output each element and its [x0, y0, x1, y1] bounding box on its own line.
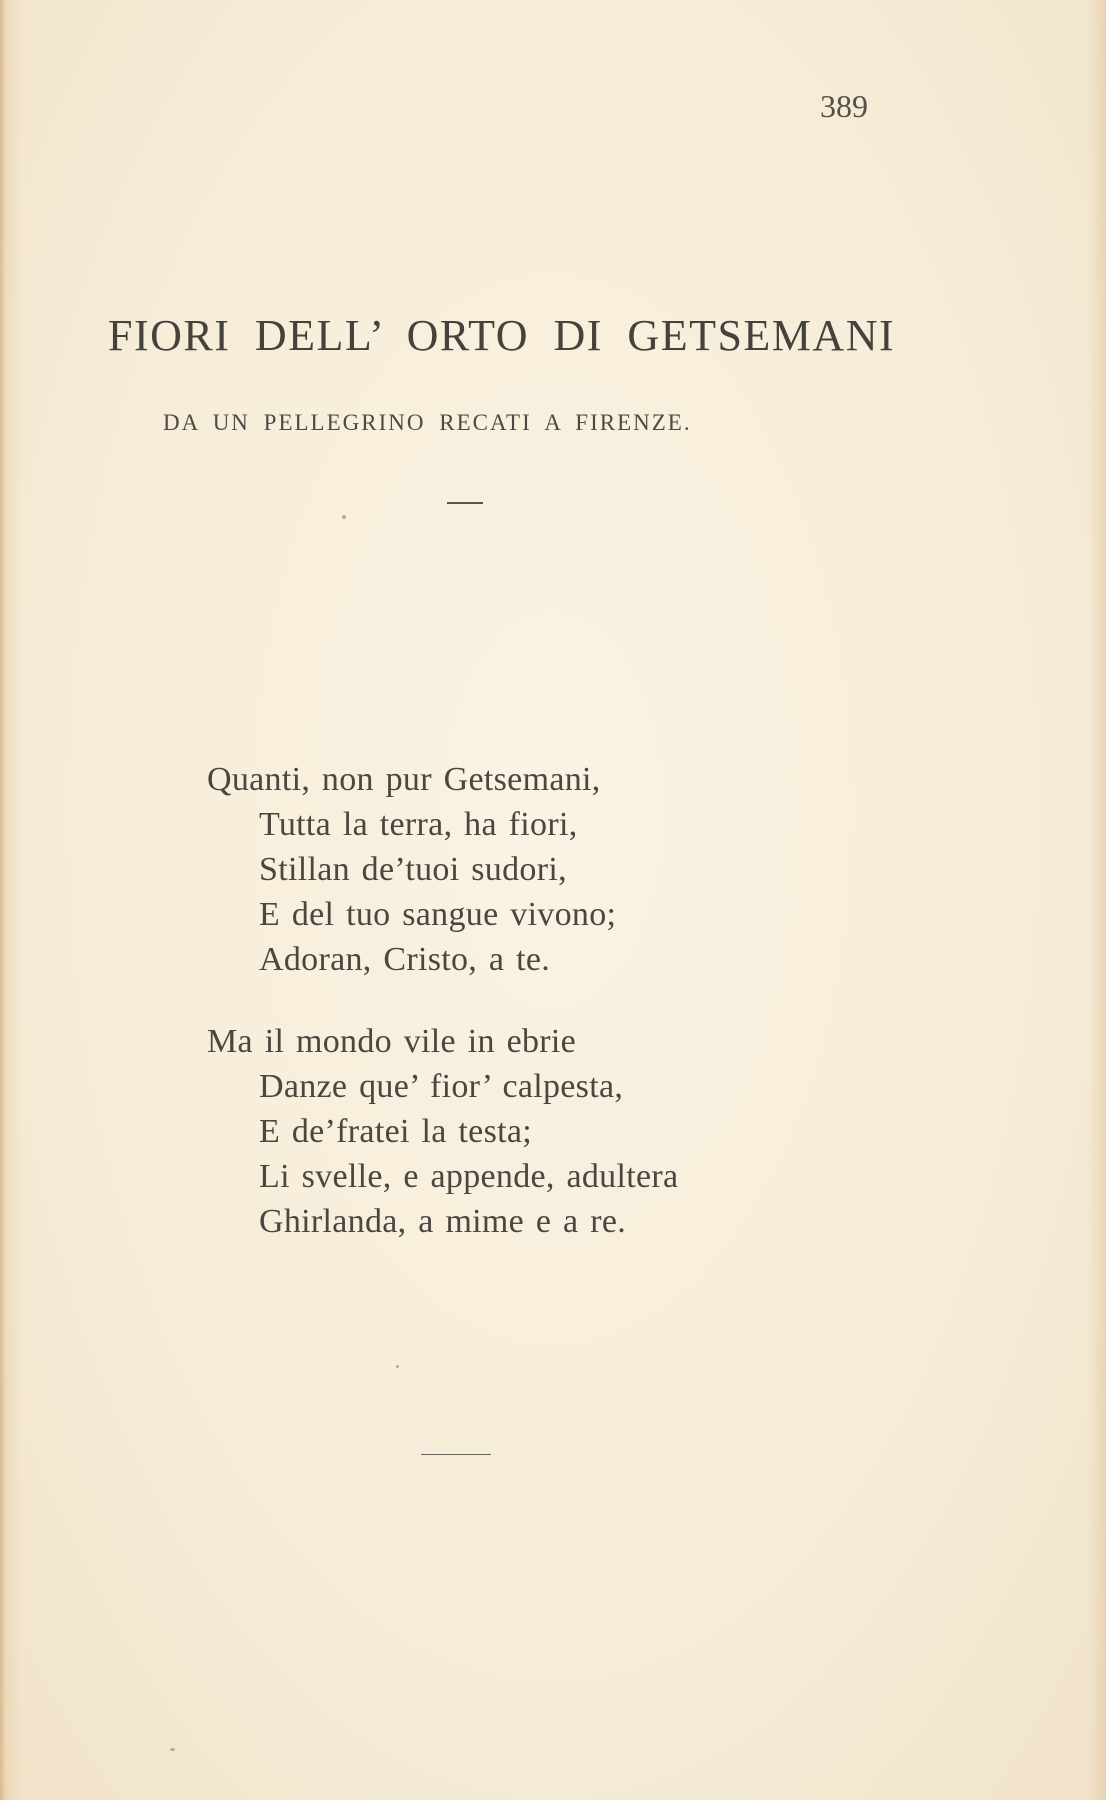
verse-line: Danze que’ fior’ calpesta, [259, 1068, 624, 1105]
stanza-2 [0, 1019, 1106, 1244]
stanza-1 [0, 757, 1106, 982]
verse-line: E de’fratei la testa; [259, 1113, 532, 1150]
verse-line: Ma il mondo vile in ebrie [207, 1023, 577, 1060]
bottom-divider [421, 1454, 491, 1455]
verse-line: Stillan de’tuoi sudori, [259, 851, 567, 888]
verse-line: Li svelle, e appende, adultera [259, 1158, 679, 1195]
page-title: FIORI DELL’ ORTO DI GETSEMANI [108, 311, 896, 360]
verse-line: Adoran, Cristo, a te. [259, 941, 551, 978]
paper-speck [170, 1748, 175, 1751]
page-number: 389 [820, 88, 868, 124]
verse-line: Tutta la terra, ha fiori, [259, 806, 578, 843]
paper-speck [342, 515, 346, 519]
verse-line: Quanti, non pur Getsemani, [207, 761, 601, 798]
page-subtitle: DA UN PELLEGRINO RECATI A FIRENZE. [163, 410, 692, 435]
top-divider [447, 502, 483, 504]
verse-line: Ghirlanda, a mime e a re. [259, 1203, 627, 1240]
paper-speck [396, 1365, 399, 1368]
verse-line: E del tuo sangue vivono; [259, 896, 617, 933]
